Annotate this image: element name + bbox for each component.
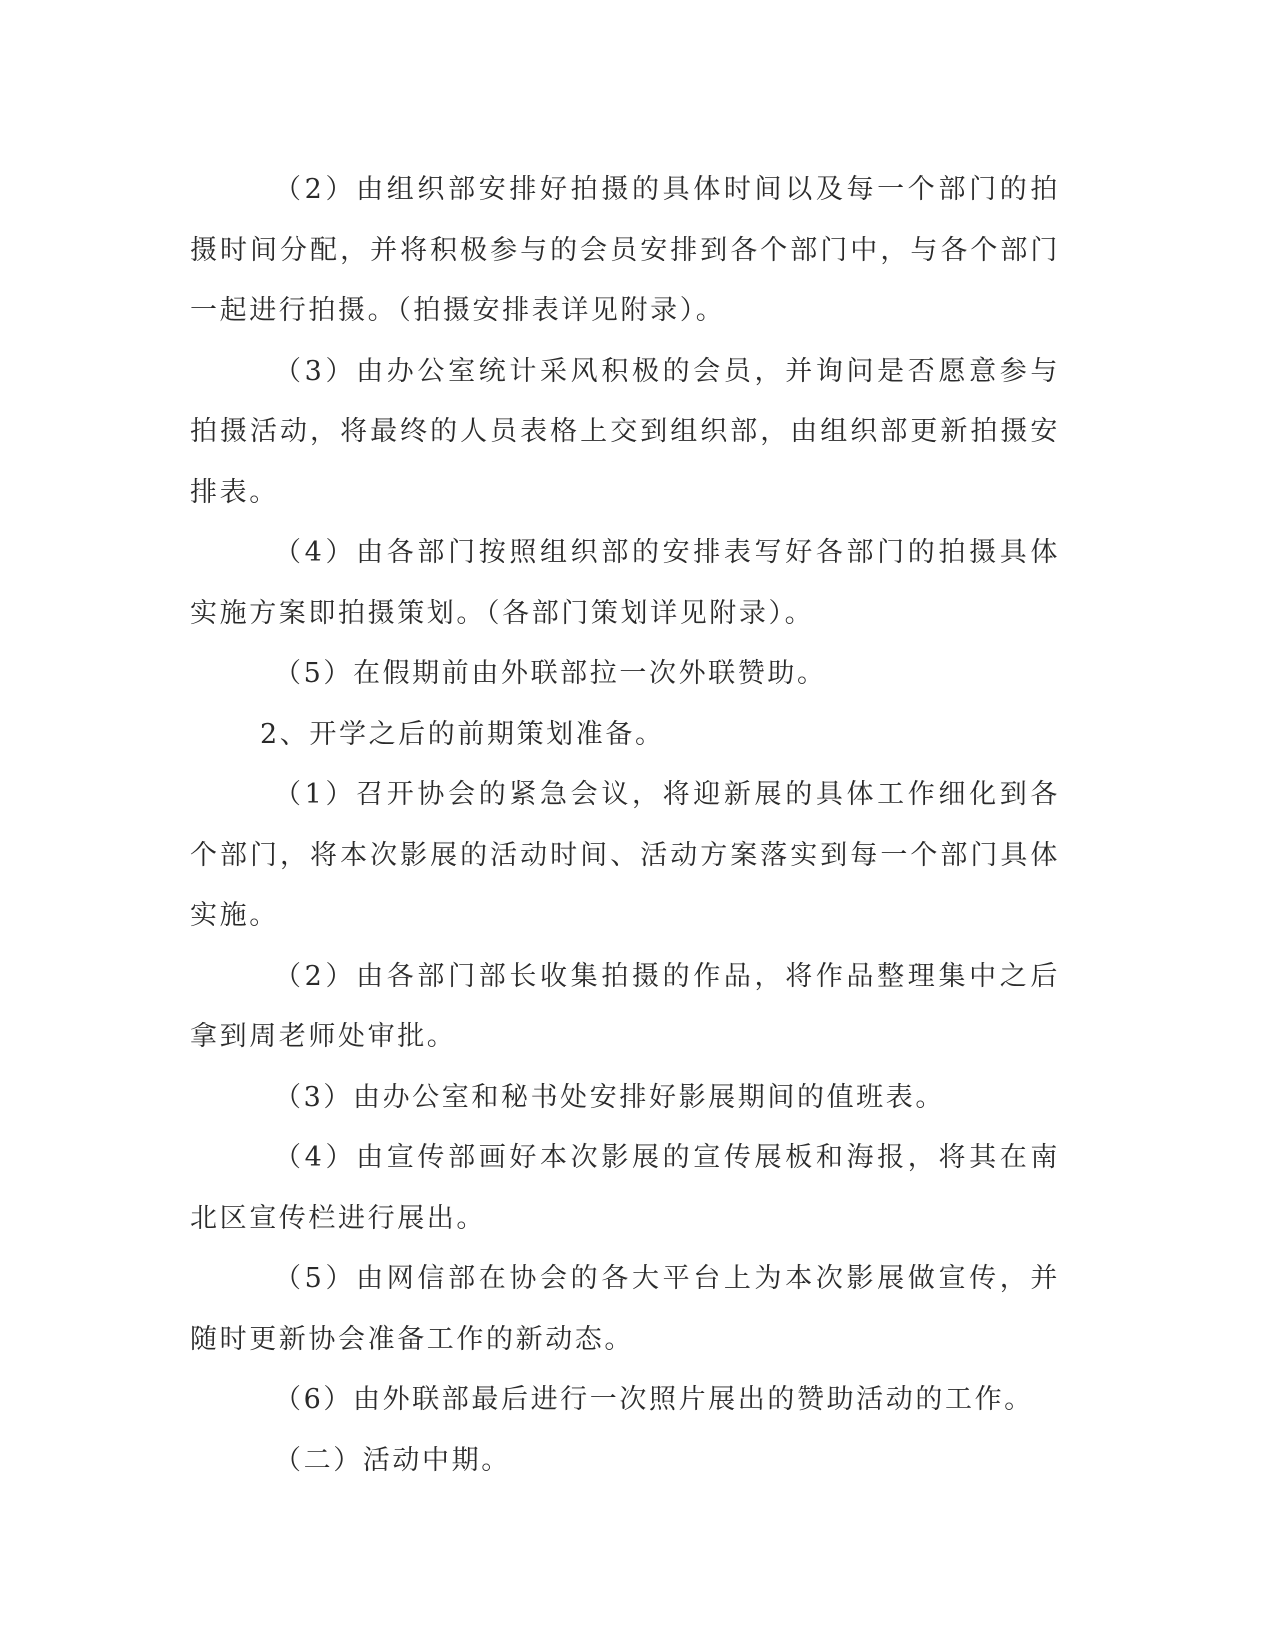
paragraph-collect-works: （2）由各部门部长收集拍摄的作品，将作品整理集中之后拿到周老师处审批。: [190, 960, 1060, 1052]
paragraph-posters: （4）由宣传部画好本次影展的宣传展板和海报，将其在南北区宣传栏进行展出。: [190, 1142, 1060, 1234]
paragraph-org-schedule: （2）由组织部安排好拍摄的具体时间以及每一个部门的拍摄时间分配，并将积极参与的会员安排到各个部门中，与各个部门一起进行拍摄。（拍摄安排表详见附录）。: [190, 174, 1060, 326]
section-heading-after-school: 2、开学之后的前期策划准备。: [260, 718, 665, 750]
paragraph-final-sponsorship: （6）由外联部最后进行一次照片展出的赞助活动的工作。: [274, 1384, 1034, 1415]
paragraph-online-promotion: （5）由网信部在协会的各大平台上为本次影展做宣传，并随时更新协会准备工作的新动态。: [190, 1263, 1060, 1355]
section-heading-mid-activity: （二）活动中期。: [274, 1444, 511, 1476]
paragraph-emergency-meeting: （1）召开协会的紧急会议，将迎新展的具体工作细化到各个部门，将本次影展的活动时间、活动方案落实到每一个部门具体实施。: [190, 779, 1060, 931]
paragraph-office-members: （3）由办公室统计采风积极的会员，并询问是否愿意参与拍摄活动，将最终的人员表格上交到组织部，由组织部更新拍摄安排表。: [190, 355, 1060, 508]
paragraph-duty-roster: （3）由办公室和秘书处安排好影展期间的值班表。: [274, 1081, 945, 1113]
paragraph-department-plans: （4）由各部门按照组织部的安排表写好各部门的拍摄具体实施方案即拍摄策划。（各部门策划详见附录）。: [190, 537, 1060, 629]
paragraph-sponsorship: （5）在假期前由外联部拉一次外联赞助。: [274, 658, 827, 689]
document-body: [190, 160, 1060, 1491]
